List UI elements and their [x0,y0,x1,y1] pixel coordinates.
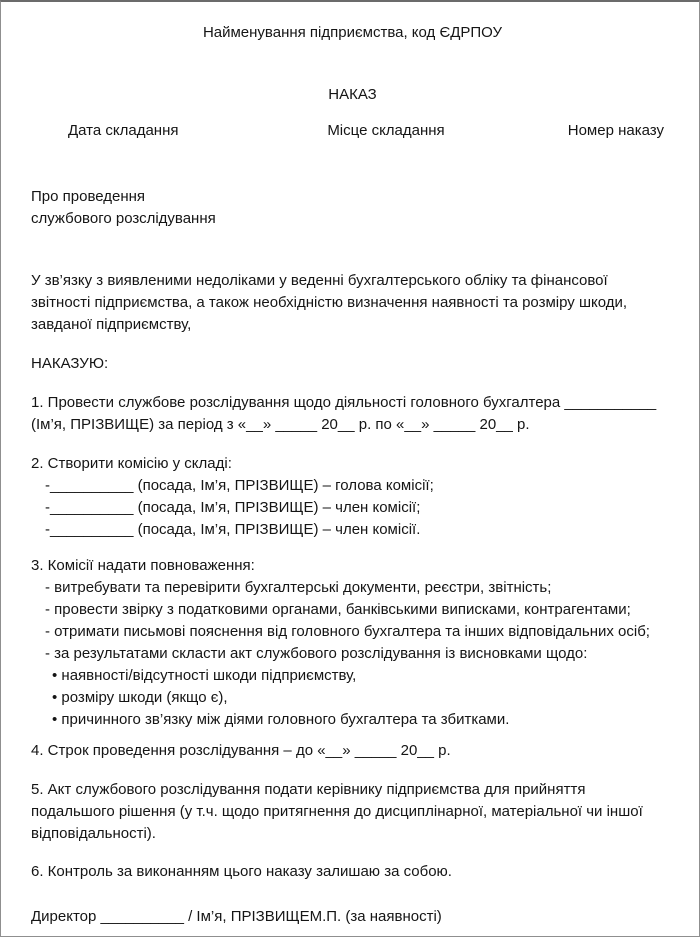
intro-line: У зв’язку з виявленими недоліками у веденні бухгалтерського обліку та фінансової [31,272,608,289]
intro-paragraph [31,270,674,336]
subject-block [31,186,674,230]
order-item-3-heading: 3. Комісії надати повноваження: [31,557,255,574]
company-header: Найменування підприємства, код ЄДРПОУ [202,24,503,41]
meta-row [31,120,674,142]
conclusion-bullet-row: • причинного зв’язку між діями головного бухгалтера та збитками. [52,711,510,728]
order-item-1-line: 1. Провести службове розслідування щодо діяльності головного бухгалтера ___________ [31,394,657,411]
intro-line: завданої підприємству, [31,316,192,333]
order-item-5-line: відповідальності). [31,825,156,842]
number-label: Номер наказу [567,122,664,139]
order-item-5-line: 5. Акт службового розслідування подати керівнику підприємства для прийняття [31,781,586,798]
intro-line: звітності підприємства, а також необхідністю визначення наявності та розміру шкоди, [31,294,628,311]
date-label: Дата складання [68,122,179,139]
commission-power-row: - отримати письмові пояснення від головного бухгалтера та інших відповідальних осіб; [45,623,650,640]
commission-member-row: -__________ (посада, Ім’я, ПРІЗВИЩЕ) – член комісії; [45,499,421,516]
order-item-4: 4. Строк проведення розслідування – до «__» _____ 20__ р. [31,742,451,759]
signature-line: Директор __________ / Ім’я, ПРІЗВИЩЕМ.П. (за наявності) [31,908,442,925]
order-item-2-heading: 2. Створити комісію у складі: [31,455,232,472]
order-item-3 [31,555,674,731]
order-item-1 [31,392,674,436]
commission-member-row: -__________ (посада, Ім’я, ПРІЗВИЩЕ) – голова комісії; [45,477,434,494]
commission-power-row: - провести звірку з податковими органами, банківськими виписками, контрагентами; [45,601,631,618]
commission-member-row: -__________ (посада, Ім’я, ПРІЗВИЩЕ) – член комісії. [45,521,421,538]
subject-line: службового розслідування [31,210,216,227]
order-item-5-line: подальшого рішення (у т.ч. щодо притягнення до дисциплінарної, матеріальної чи іншої [31,803,643,820]
subject-line: Про проведення [31,188,146,205]
commission-power-row: - витребувати та перевірити бухгалтерські документи, реєстри, звітність; [45,579,552,596]
order-item-1-line: (Ім’я, ПРІЗВИЩЕ) за період з «__» _____ 20__ р. по «__» _____ 20__ р. [31,416,530,433]
commission-power-row: - за результатами скласти акт службового розслідування із висновками щодо: [45,645,588,662]
place-label: Місце складання [327,122,445,139]
conclusion-bullet-row: • розміру шкоди (якщо є), [52,689,228,706]
resolution-heading: НАКАЗУЮ: [31,355,109,372]
conclusion-bullet-row: • наявності/відсутності шкоди підприємству, [52,667,357,684]
order-item-2 [31,453,674,541]
order-item-6: 6. Контроль за виконанням цього наказу залишаю за собою. [31,863,452,880]
order-item-5 [31,779,674,845]
order-title: НАКАЗ [328,86,377,103]
